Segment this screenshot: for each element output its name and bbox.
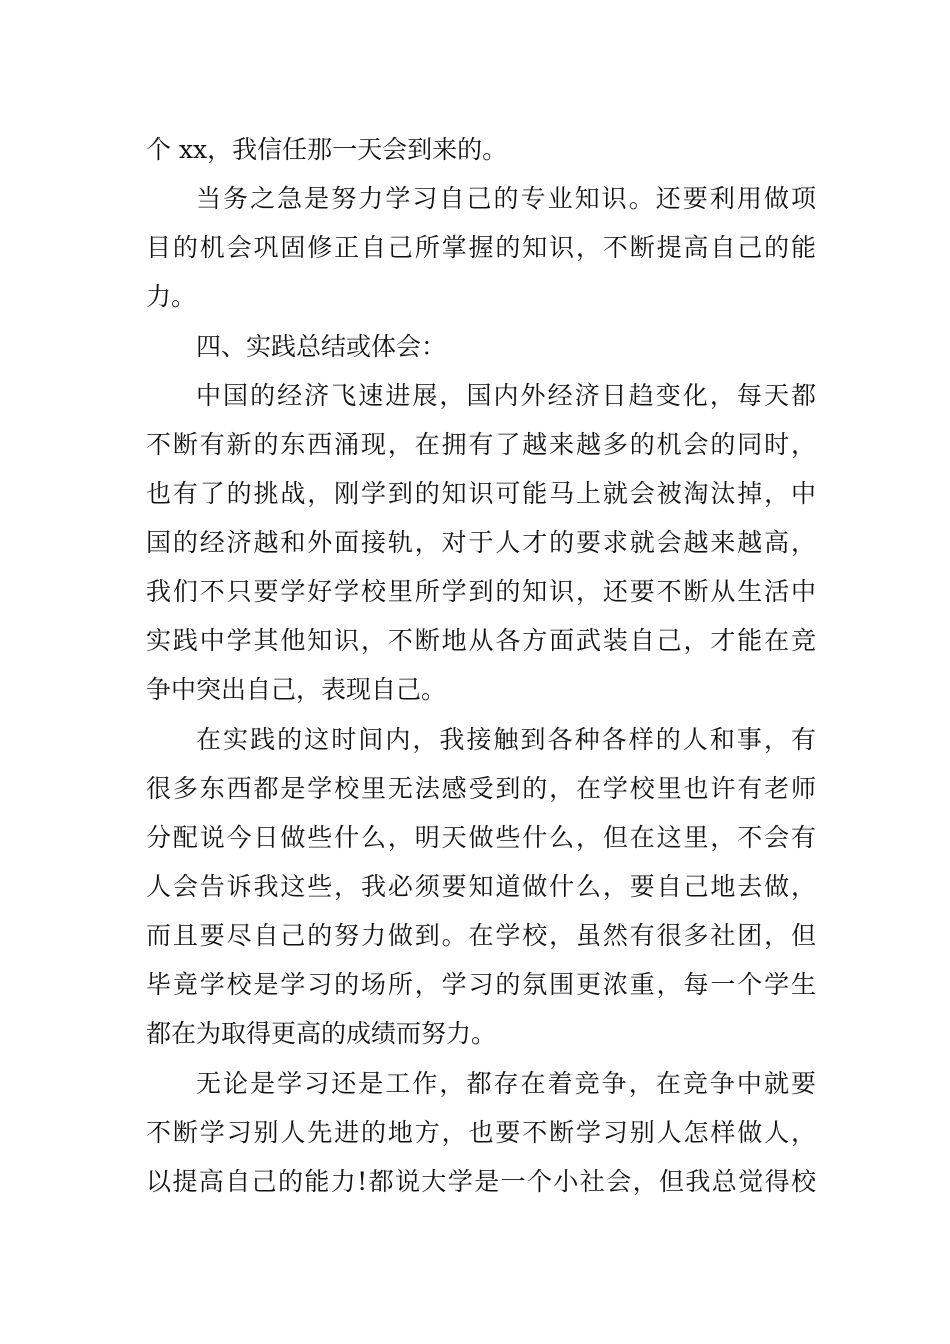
text-line: 个 xx，我信任那一天会到来的。 bbox=[146, 135, 508, 164]
text-line: 都在为取得更高的成绩而努力。 bbox=[146, 1019, 497, 1048]
text-line: 毕竟学校是学习的场所，学习的氛围更浓重，每一个学生 bbox=[146, 970, 816, 999]
paragraph-first-line: 中国的经济飞速进展，国内外经济日趋变化，每天都 bbox=[196, 381, 816, 410]
text-line: 也有了的挑战，刚学到的知识可能马上就会被淘汰掉，中 bbox=[146, 479, 816, 508]
text-line: 实践中学其他知识，不断地从各方面武装自己，才能在竞 bbox=[146, 626, 816, 655]
text-line: 而且要尽自己的努力做到。在学校，虽然有很多社团，但 bbox=[146, 921, 816, 950]
text-line: 争中突出自己，表现自己。 bbox=[146, 675, 447, 704]
text-line: 目的机会巩固修正自己所掌握的知识，不断提高自己的能 bbox=[146, 233, 816, 262]
paragraph-first-line: 在实践的这时间内，我接触到各种各样的人和事，有 bbox=[196, 725, 816, 754]
paragraph-first-line: 当务之急是努力学习自己的专业知识。还要利用做项 bbox=[196, 184, 816, 213]
text-line: 国的经济越和外面接轨，对于人才的要求就会越来越高， bbox=[146, 528, 816, 557]
text-line: 很多东西都是学校里无法感受到的，在学校里也许有老师 bbox=[146, 774, 816, 803]
section-heading: 四、实践总结或体会： bbox=[196, 332, 447, 361]
text-line: 不断有新的东西涌现，在拥有了越来越多的机会的同时， bbox=[146, 430, 816, 459]
text-line: 分配说今日做些什么，明天做些什么，但在这里，不会有 bbox=[146, 823, 816, 852]
text-line: 以提高自己的能力!都说大学是一个小社会，但我总觉得校 bbox=[146, 1167, 816, 1196]
text-line: 人会告诉我这些，我必须要知道做什么，要自己地去做， bbox=[146, 872, 816, 901]
paragraph-first-line: 无论是学习还是工作，都存在着竞争，在竞争中就要 bbox=[196, 1069, 816, 1098]
text-line: 不断学习别人先进的地方，也要不断学习别人怎样做人， bbox=[146, 1118, 816, 1147]
text-line: 我们不只要学好学校里所学到的知识，还要不断从生活中 bbox=[146, 577, 816, 606]
text-line: 力。 bbox=[146, 282, 197, 311]
